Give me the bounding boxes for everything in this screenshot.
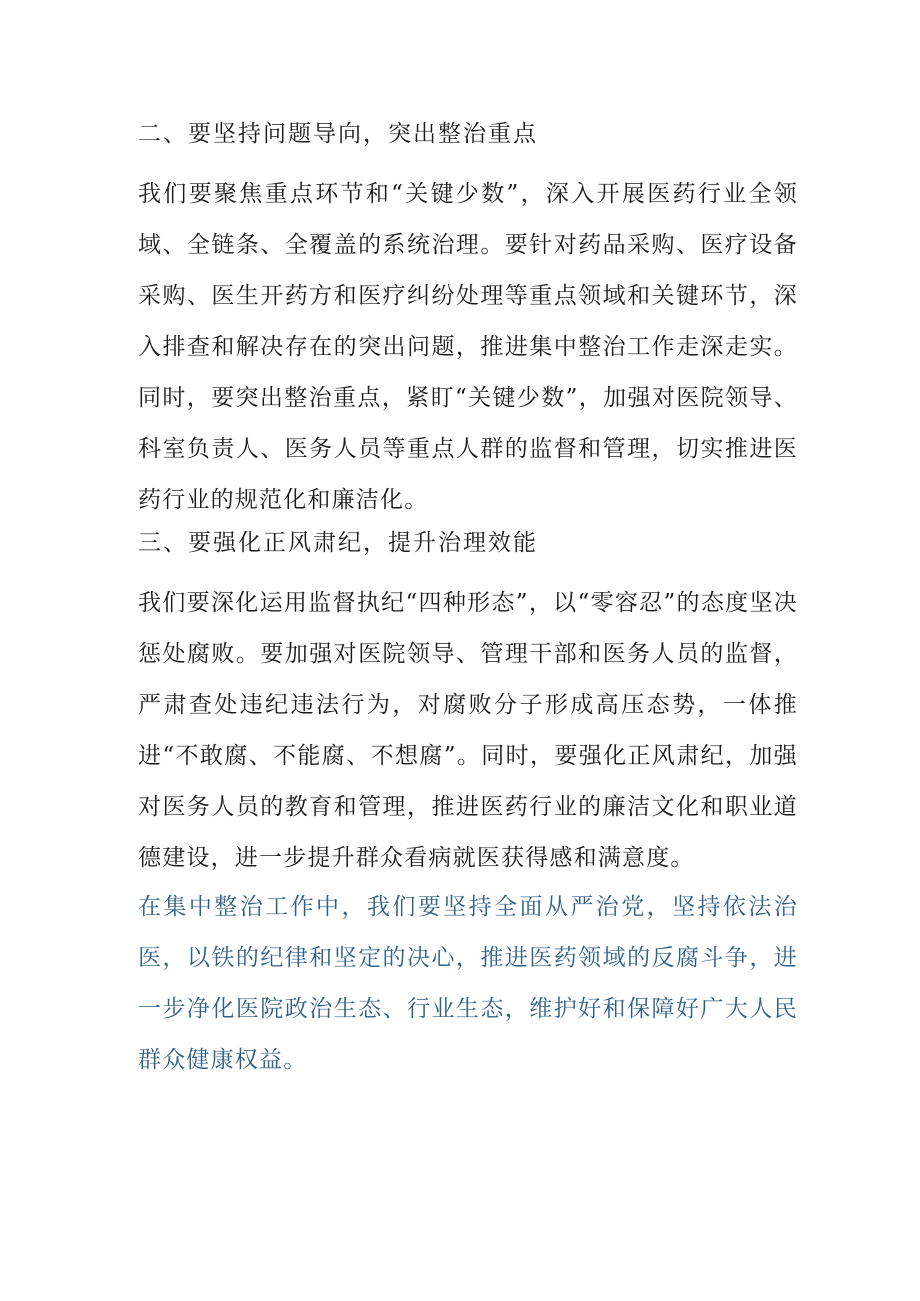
section-3-paragraph: 我们要深化运用监督执纪“四种形态”，以“零容忍”的态度坚决惩处腐败。要加强对医院领导、管理干部和医务人员的监督，严肃查处违纪违法行为，对腐败分子形成高压态势，一体推进“不敢腐、不能腐、不想腐”。同时，要强化正风肃纪，加强对医务人员的教育和管理，推进医药行业的廉洁文化和职业道德建设，进一步提升群众看病就医获得感和满意度。 bbox=[138, 590, 798, 871]
section-2-paragraph: 我们要聚焦重点环节和“关键少数”，深入开展医药行业全领域、全链条、全覆盖的系统治理。要针对药品采购、医疗设备采购、医生开药方和医疗纠纷处理等重点领域和关键环节，深入排查和解决存在的突出问题，推进集中整治工作走深走实。同时，要突出整治重点，紧盯“关键少数”，加强对医院领导、科室负责人、医务人员等重点人群的监督和管理，切实推进医药行业的规范化和廉洁化。 bbox=[138, 181, 798, 513]
section-3-heading: 三、要强化正风肃纪，提升治理效能 bbox=[138, 530, 538, 556]
section-2-heading: 二、要坚持问题导向，突出整治重点 bbox=[138, 121, 538, 147]
conclusion-paragraph: 在集中整治工作中，我们要坚持全面从严治党，坚持依法治医，以铁的纪律和坚定的决心，推进医药领域的反腐斗争，进一步净化医院政治生态、行业生态，维护好和保障好广大人民群众健康权益。 bbox=[138, 894, 798, 1073]
